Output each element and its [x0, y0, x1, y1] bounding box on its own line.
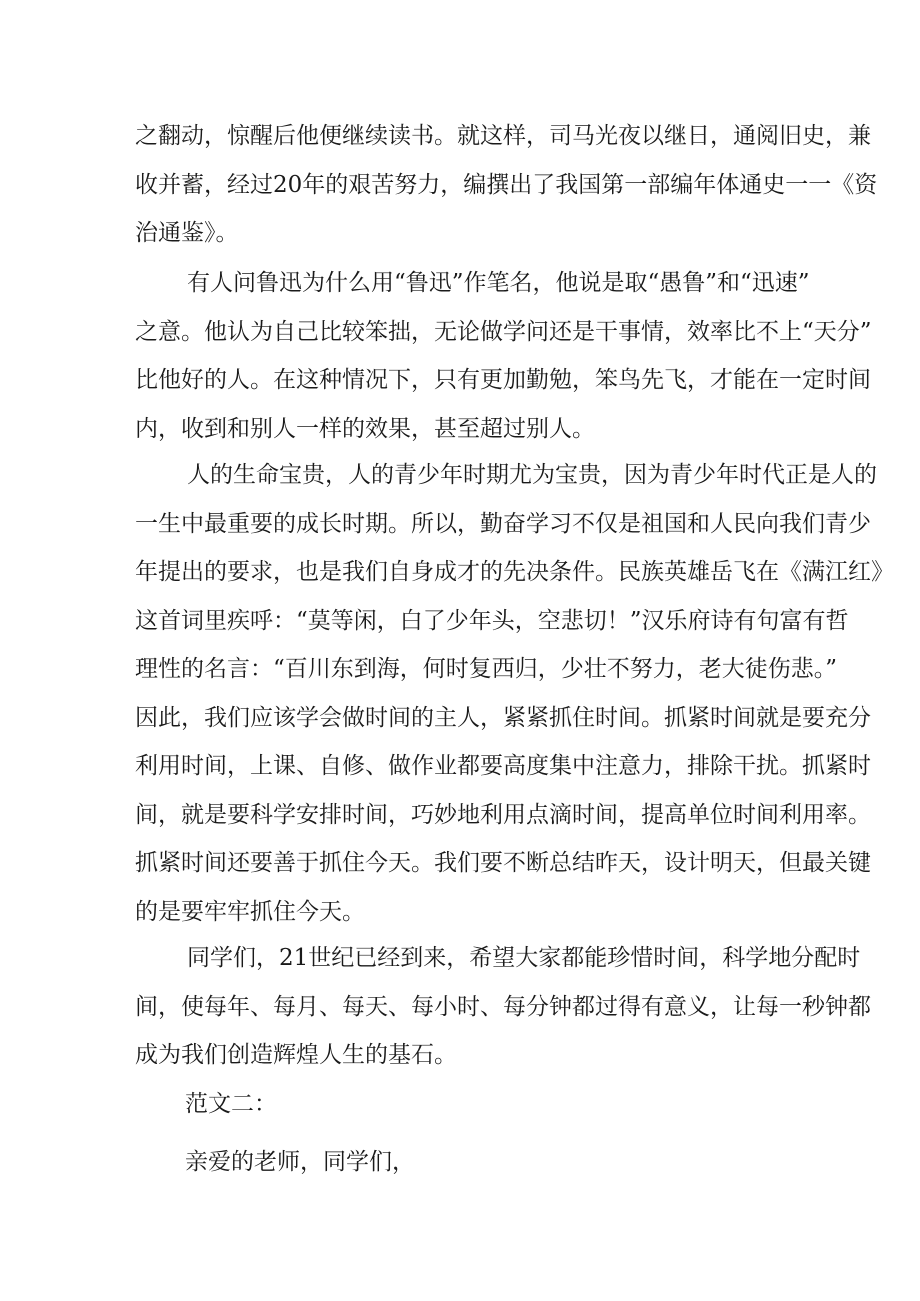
paragraph-4-line-2: 间，使每年、每月、每天、每小时、每分钟都过得有意义，让每一秒钟都: [135, 993, 871, 1020]
paragraph-4-line-1: 同学们，21世纪已经到来，希望大家都能珍惜时间，科学地分配时: [187, 945, 861, 971]
paragraph-3-line-3: 年提出的要求，也是我们自身成才的先决条件。民族英雄岳飞在《满江红》: [135, 559, 894, 585]
paragraph-4-line-3: 成为我们创造辉煌人生的基石。: [135, 1042, 457, 1068]
paragraph-3-line-4: 这首词里疾呼：“莫等闲，白了少年头，空悲切！”汉乐府诗有句富有哲: [135, 607, 849, 634]
paragraph-3-line-5: 理性的名言：“百川东到海，何时复西归，少壮不努力，老大徒伤悲。”: [135, 656, 838, 682]
paragraph-3: [135, 451, 894, 936]
paragraph-4: [135, 934, 871, 1080]
paragraph-3-line-10: 的是要牢牢抓住今天。: [135, 898, 365, 925]
paragraph-1-line-3: 治通鉴》。: [135, 220, 239, 246]
paragraph-3-line-1: 人的生命宝贵，人的青少年时期尤为宝贵，因为青少年时代正是人的: [187, 462, 877, 488]
paragraph-2-line-1: 有人问鲁迅为什么用“鲁迅”作笔名，他说是取“愚鲁”和“迅速”: [187, 270, 810, 296]
paragraph-1: [135, 112, 878, 258]
paragraph-3-line-2: 一生中最重要的成长时期。所以，勤奋学习不仅是祖国和人民向我们青少: [135, 510, 871, 537]
paragraph-2-line-4: 内，收到和别人一样的效果，甚至超过别人。: [135, 415, 595, 442]
paragraph-3-line-7: 利用时间，上课、自修、做作业都要高度集中注意力，排除干扰。抓紧时: [135, 753, 871, 779]
paragraph-1-line-2: 收并蓄，经过20年的艰苦努力，编撰出了我国第一部编年体通史一一《资: [135, 171, 878, 198]
paragraph-3-line-9: 抓紧时间还要善于抓住今天。我们要不断总结昨天，设计明天，但最关键: [135, 850, 871, 876]
section-heading: 范文二：: [185, 1091, 277, 1117]
paragraph-2-line-2: 之意。他认为自己比较笨拙，无论做学问还是干事情，效率比不上“天分”: [135, 318, 872, 345]
paragraph-2: [135, 259, 872, 453]
salutation: 亲爱的老师，同学们，: [185, 1149, 415, 1175]
paragraph-3-line-8: 间，就是要科学安排时间，巧妙地利用点滴时间，提高单位时间利用率。: [135, 801, 871, 828]
paragraph-3-line-6: 因此，我们应该学会做时间的主人，紧紧抓住时间。抓紧时间就是要充分: [135, 704, 871, 731]
paragraph-2-line-3: 比他好的人。在这种情况下，只有更加勤勉，笨鸟先飞，才能在一定时间: [135, 367, 871, 393]
paragraph-1-line-1: 之翻动，惊醒后他便继续读书。就这样，司马光夜以继日，通阅旧史，兼: [135, 123, 871, 149]
